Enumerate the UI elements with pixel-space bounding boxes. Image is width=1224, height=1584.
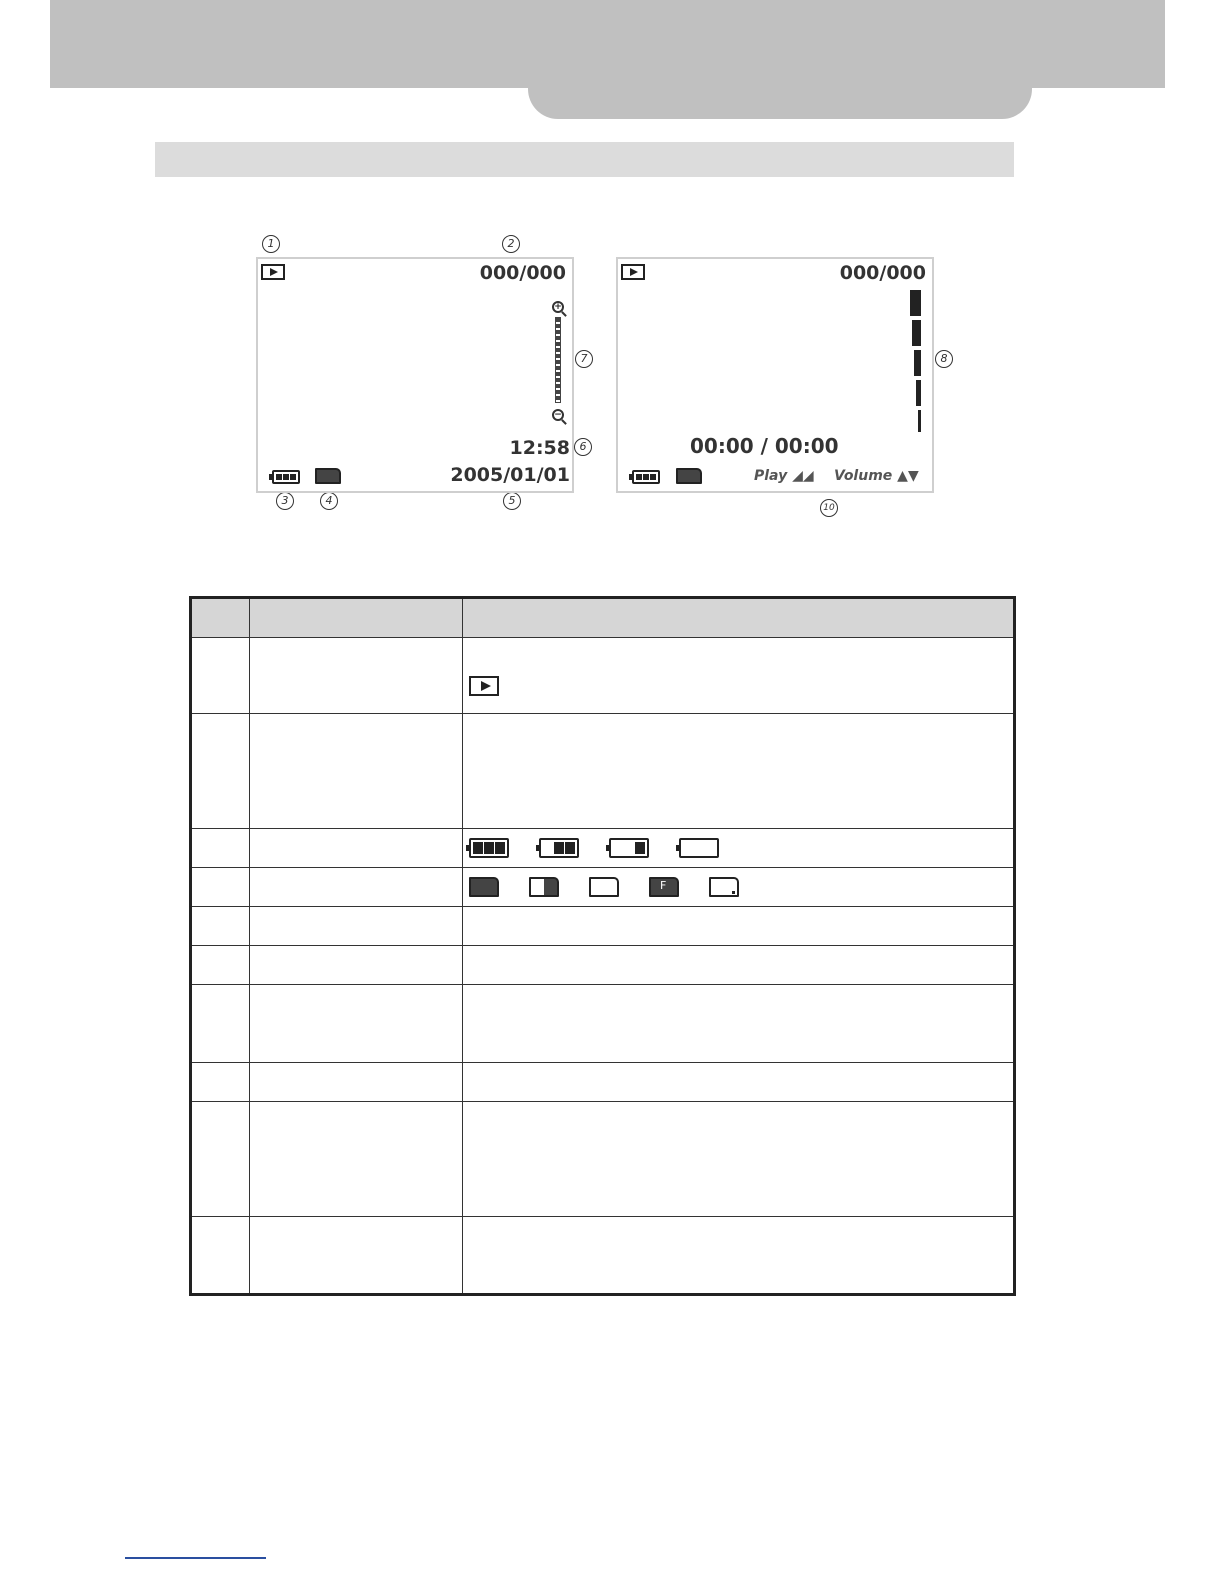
lcd-screen-photo <box>256 257 574 493</box>
row-item <box>250 1216 463 1294</box>
battery-icon <box>632 470 660 484</box>
row-description <box>463 638 1015 714</box>
time-display: 12:58 <box>509 437 570 459</box>
card-full-f-icon: F <box>649 877 679 897</box>
header-description <box>463 598 1015 638</box>
card-error-icon <box>709 877 739 897</box>
zoom-out-icon: − <box>552 409 564 421</box>
table-row <box>191 985 1015 1062</box>
row-number <box>191 638 250 714</box>
battery-icon <box>272 470 300 484</box>
row-description <box>463 946 1015 985</box>
row-item <box>250 638 463 714</box>
row-number <box>191 1062 250 1101</box>
table-row <box>191 638 1015 714</box>
battery-one-third-icon <box>609 838 649 858</box>
memory-card-icon <box>315 468 341 484</box>
callout-3: 3 <box>276 492 294 510</box>
file-count: 000/000 <box>479 262 566 284</box>
indicator-table <box>189 596 1016 1296</box>
row-description <box>463 1216 1015 1294</box>
play-hint: Play ◢◢ <box>754 468 814 484</box>
row-number <box>191 907 250 946</box>
row-description <box>463 829 1015 868</box>
row-description <box>463 714 1015 829</box>
row-item <box>250 868 463 907</box>
callout-6: 6 <box>574 438 592 456</box>
play-mode-icon <box>621 264 645 280</box>
row-item <box>250 985 463 1062</box>
table-row <box>191 829 1015 868</box>
callout-7: 7 <box>575 350 593 368</box>
header-tab <box>528 60 1032 119</box>
row-description <box>463 985 1015 1062</box>
callout-1: 1 <box>262 235 280 253</box>
footer-link-underline <box>125 1557 266 1559</box>
row-number <box>191 946 250 985</box>
section-title-bar <box>155 142 1014 177</box>
table-row <box>191 1216 1015 1294</box>
lcd-screen-playback <box>616 257 934 493</box>
volume-bar-segment <box>910 290 921 316</box>
header-no <box>191 598 250 638</box>
volume-bar-segment <box>916 380 921 406</box>
row-description <box>463 868 1015 907</box>
callout-8: 8 <box>935 350 953 368</box>
row-item <box>250 1101 463 1216</box>
card-empty-icon <box>589 877 619 897</box>
row-description <box>463 1062 1015 1101</box>
callout-10: 10 <box>820 499 838 517</box>
row-number <box>191 985 250 1062</box>
row-item <box>250 829 463 868</box>
volume-hint: Volume ▲▼ <box>834 468 919 484</box>
row-number <box>191 1101 250 1216</box>
row-item <box>250 714 463 829</box>
zoom-in-icon: + <box>552 301 564 313</box>
table-row <box>191 946 1015 985</box>
date-display: 2005/01/01 <box>450 464 570 486</box>
row-number <box>191 714 250 829</box>
battery-full-icon <box>469 838 509 858</box>
callout-5: 5 <box>503 492 521 510</box>
header-item <box>250 598 463 638</box>
battery-two-thirds-icon <box>539 838 579 858</box>
file-count: 000/000 <box>839 262 926 284</box>
row-number <box>191 868 250 907</box>
row-item <box>250 1062 463 1101</box>
table-row <box>191 1101 1015 1216</box>
card-half-icon <box>529 877 559 897</box>
play-mode-icon <box>261 264 285 280</box>
table-row <box>191 1062 1015 1101</box>
table-row <box>191 714 1015 829</box>
zoom-bar <box>555 317 561 403</box>
battery-empty-icon <box>679 838 719 858</box>
volume-bar-segment <box>912 320 921 346</box>
row-item <box>250 946 463 985</box>
row-number <box>191 1216 250 1294</box>
card-full-icon <box>469 877 499 897</box>
memory-card-icon <box>676 468 702 484</box>
row-item <box>250 907 463 946</box>
volume-bar-segment <box>914 350 921 376</box>
callout-2: 2 <box>502 235 520 253</box>
callout-4: 4 <box>320 492 338 510</box>
table-row <box>191 868 1015 907</box>
row-number <box>191 829 250 868</box>
play-mode-icon <box>469 676 499 696</box>
table-header-row <box>191 598 1015 638</box>
table-row <box>191 907 1015 946</box>
playback-time: 00:00 / 00:00 <box>690 434 839 458</box>
row-description <box>463 907 1015 946</box>
volume-bar-segment <box>918 410 921 432</box>
row-description <box>463 1101 1015 1216</box>
